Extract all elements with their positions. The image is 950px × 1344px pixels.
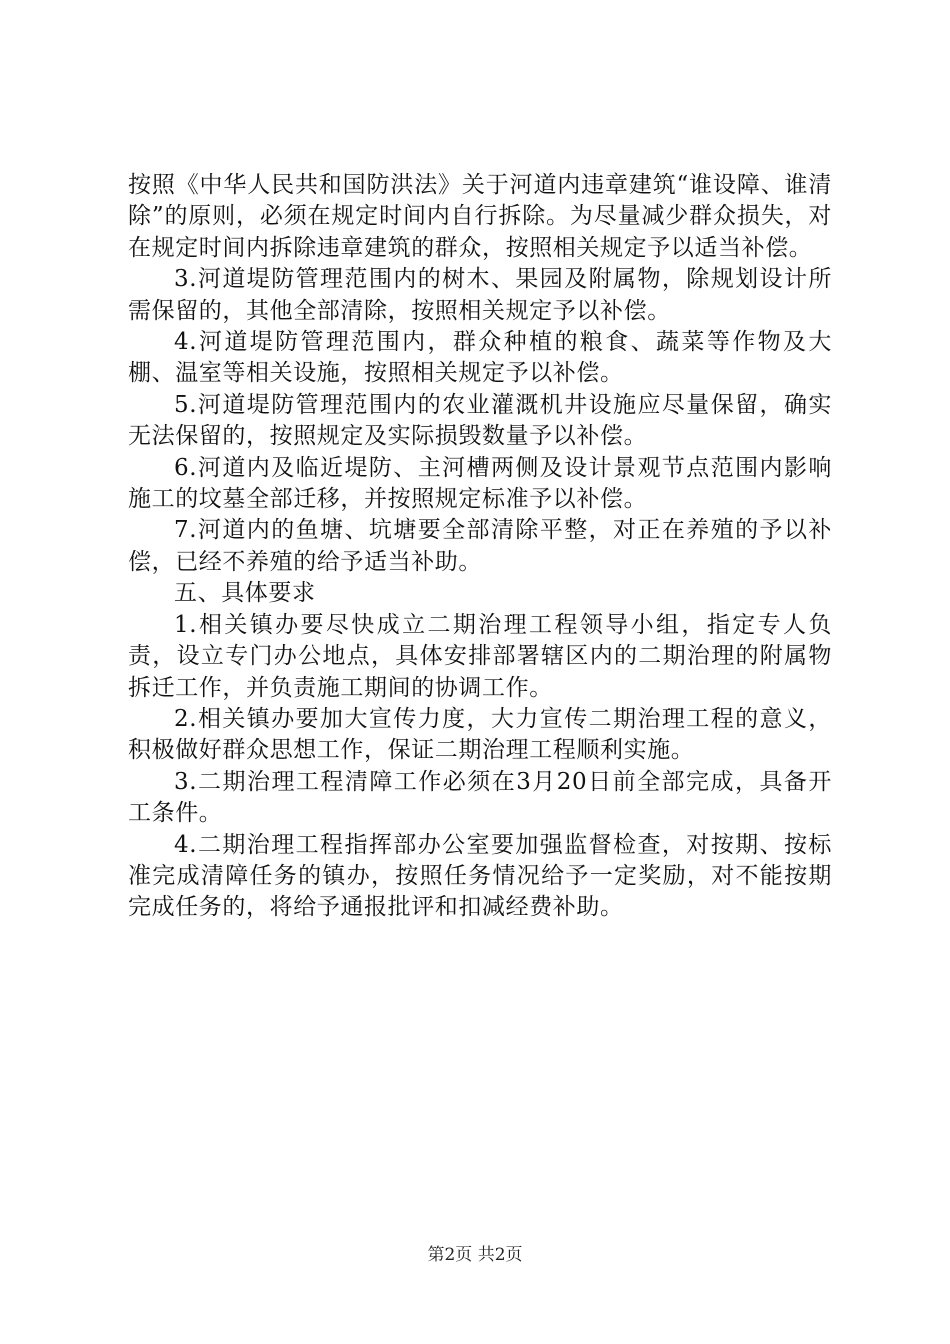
paragraph-item-6: 6.河道内及临近堤防、主河槽两侧及设计景观节点范围内影响施工的坟墓全部迁移，并按照规定标准予以补偿。	[128, 454, 832, 513]
requirement-item-3: 3.二期治理工程清障工作必须在3月20日前全部完成，具备开工条件。	[128, 768, 832, 827]
paragraph-item-4: 4.河道堤防管理范围内，群众种植的粮食、蔬菜等作物及大棚、温室等相关设施，按照相关规定予以补偿。	[128, 329, 832, 387]
requirement-item-4: 4.二期治理工程指挥部办公室要加强监督检查，对按期、按标准完成清障任务的镇办，按照任务情况给予一定奖励，对不能按期完成任务的，将给予通报批评和扣减经费补助。	[128, 831, 832, 921]
paragraph-item-3: 3.河道堤防管理范围内的树木、果园及附属物，除规划设计所需保留的，其他全部清除，按照相关规定予以补偿。	[128, 266, 832, 324]
requirement-item-2: 2.相关镇办要加大宣传力度，大力宣传二期治理工程的意义，积极做好群众思想工作，保证二期治理工程顺利实施。	[128, 705, 832, 764]
document-body	[128, 170, 832, 924]
page-number-footer: 第2页 共2页	[427, 1245, 523, 1265]
paragraph-item-7: 7.河道内的鱼塘、坑塘要全部清除平整，对正在养殖的予以补偿，已经不养殖的给予适当补助。	[128, 517, 832, 575]
section-heading-requirements: 五、具体要求	[174, 580, 316, 607]
paragraph-item-5: 5.河道堤防管理范围内的农业灌溉机井设施应尽量保留，确实无法保留的，按照规定及实际损毁数量予以补偿。	[128, 391, 832, 450]
paragraph-continuation: 按照《中华人民共和国防洪法》关于河道内违章建筑“谁设障、谁清除”的原则，必须在规定时间内自行拆除。为尽量减少群众损失，对在规定时间内拆除违章建筑的群众，按照相关规定予以适当补偿。	[128, 172, 832, 261]
requirement-item-1: 1.相关镇办要尽快成立二期治理工程领导小组，指定专人负责，设立专门办公地点，具体安排部署辖区内的二期治理的附属物拆迁工作，并负责施工期间的协调工作。	[128, 611, 832, 701]
